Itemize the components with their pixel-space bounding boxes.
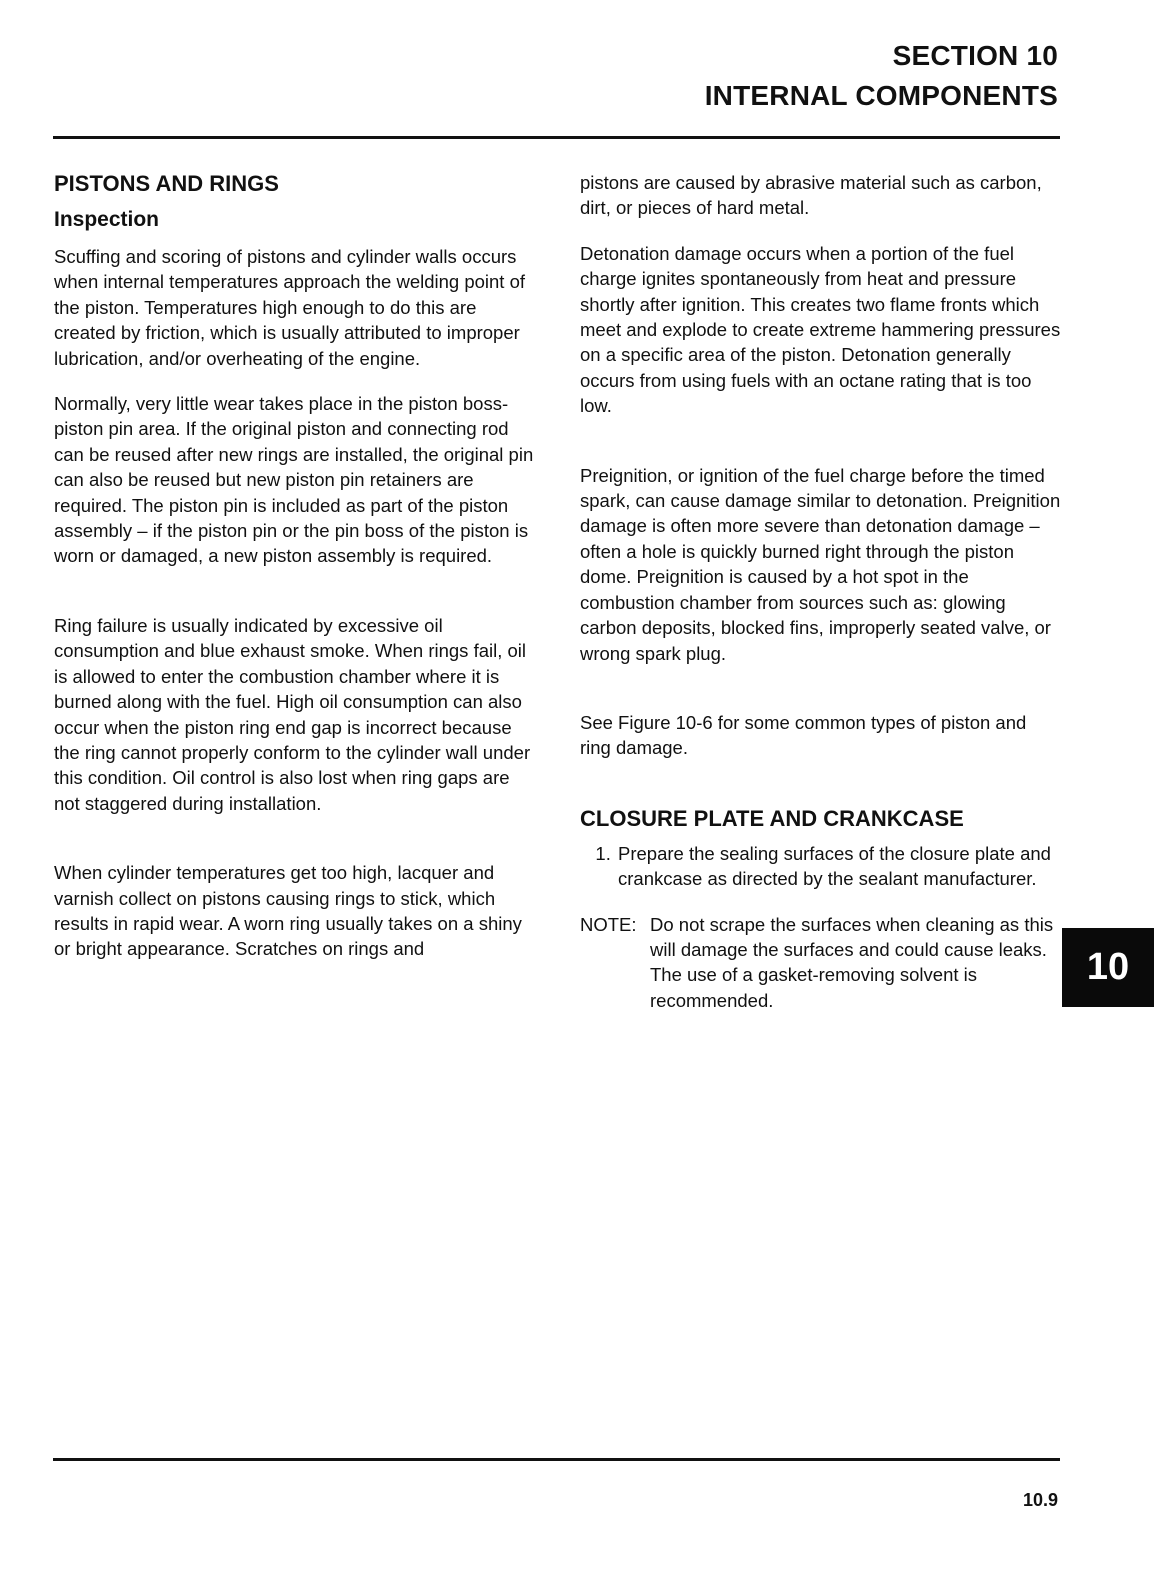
- page-header: [705, 36, 1058, 116]
- header-divider: [53, 136, 1060, 139]
- closure-plate-heading: CLOSURE PLATE AND CRANKCASE: [580, 805, 964, 831]
- section-title: INTERNAL COMPONENTS: [704, 80, 1058, 111]
- note: [580, 912, 1062, 1014]
- page-number: 10.9: [1022, 1490, 1058, 1510]
- paragraph: See Figure 10-6 for some common types of piston and ring damage.: [580, 711, 1027, 759]
- section-tab: 10: [1062, 928, 1154, 1007]
- paragraph: Ring failure is usually indicated by excessive oil consumption and blue exhaust smoke. When rings fail, oil is allowed to enter the combustion chamber where it is burned along with the fuel. High oil consumption can also occur when the piston ring end gap is incorrect because the ring cannot properly conform to the cylinder wall under this condition. Oil control is also lost when ring gaps are not staggered during installation.: [54, 614, 531, 814]
- footer-divider: [53, 1458, 1060, 1461]
- paragraph: Normally, very little wear takes place in the piston boss-piston pin area. If the original piston and connecting rod can be reused after new rings are installed, the original pin can also be reused but new piston pin retainers are required. The piston pin is included as part of the piston assembly – if the piston pin or the pin boss of the piston is worn or damaged, a new piston assembly is required.: [54, 393, 534, 567]
- section-number: SECTION 10: [892, 40, 1058, 71]
- note-text: Do not scrape the surfaces when cleaning as this will damage the surfaces and could cause leaks. The use of a gasket-removing solvent is recommended.: [650, 913, 1054, 1011]
- pistons-rings-heading: PISTONS AND RINGS: [54, 171, 279, 196]
- paragraph: When cylinder temperatures get too high, lacquer and varnish collect on pistons causing rings to stick, which results in rapid wear. A worn ring usually takes on a shiny or bright appearance. Scratches on rings and: [54, 862, 522, 960]
- note-label: NOTE:: [580, 913, 637, 935]
- list-item: 1. Prepare the sealing surfaces of the closure plate and crankcase as directed by the sealant manufacturer.: [616, 841, 1062, 892]
- paragraph: pistons are caused by abrasive material such as carbon, dirt, or pieces of hard metal.: [580, 172, 1042, 219]
- paragraph: Scuffing and scoring of pistons and cylinder walls occurs when internal temperatures approach the welding point of the piston. Temperatures high enough to do this are created by friction, which is usually attributed to improper lubrication, and/or overheating of the engine.: [54, 246, 526, 369]
- paragraph: Preignition, or ignition of the fuel charge before the timed spark, can cause damage similar to detonation. Preignition damage is often more severe than detonation damage – often a hole is quickly burned right through the piston dome. Preignition is caused by a hot spot in the combustion chamber from sources such as: glowing carbon deposits, blocked fins, improperly seated valve, or wrong spark plug.: [580, 464, 1061, 664]
- procedure-list: [580, 841, 1062, 892]
- right-column: [580, 170, 1062, 1013]
- inspection-subheading: Inspection: [54, 208, 160, 231]
- left-column: [54, 170, 536, 982]
- paragraph: Detonation damage occurs when a portion of the fuel charge ignites spontaneously from heat and pressure shortly after ignition. This creates two flame fronts which meet and explode to create extreme hammering pressures on a specific area of the piston. Detonation generally occurs from using fuels with an octane rating that is too low.: [580, 242, 1061, 417]
